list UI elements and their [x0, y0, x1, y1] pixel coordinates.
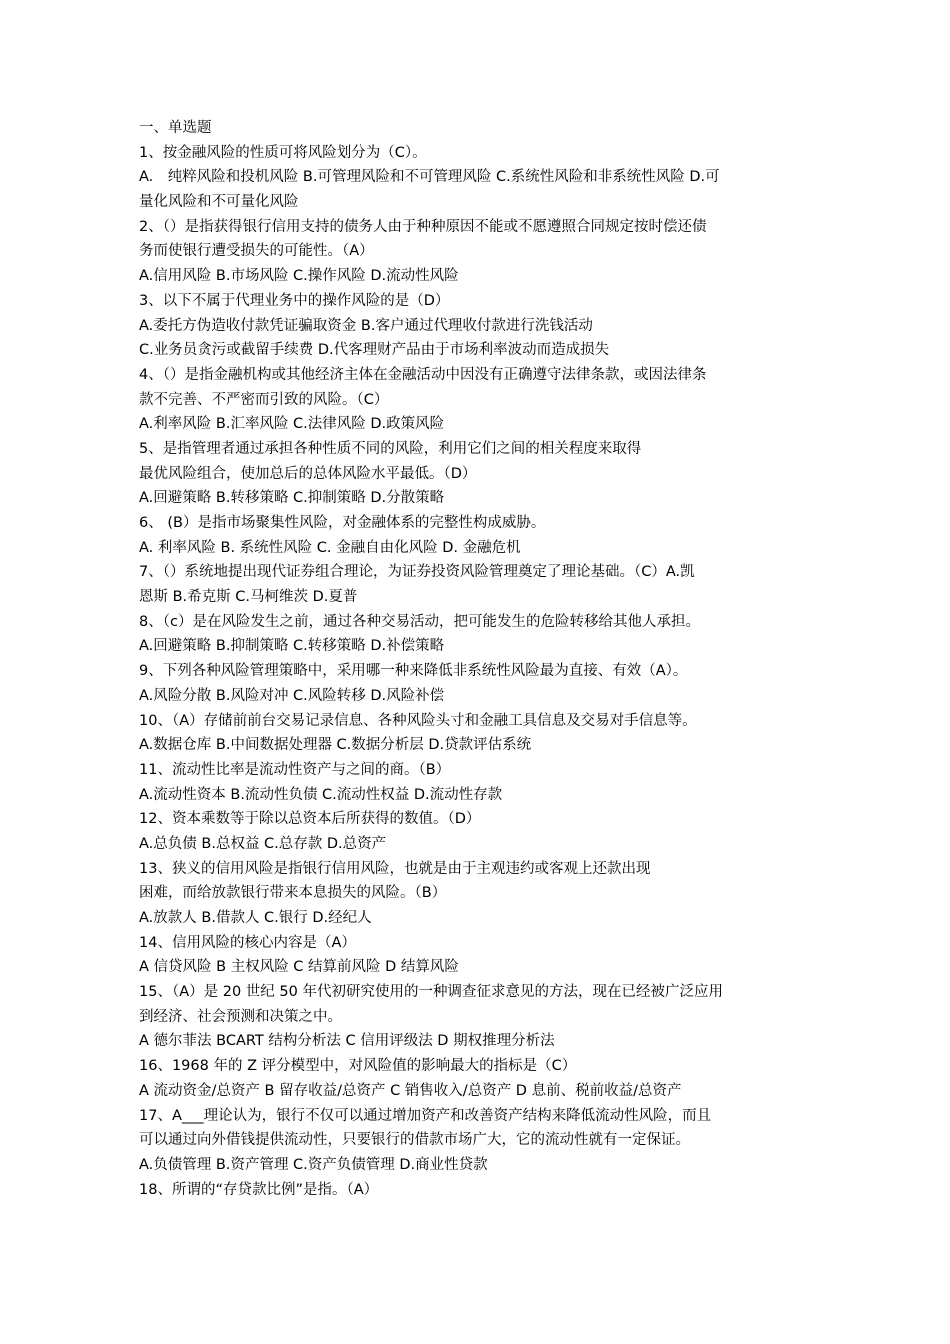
- question-2: 2、（）是指获得银行信用支持的债务人由于种种原因不能或不愿遵照合同规定按时偿还债: [139, 218, 707, 235]
- question-3-options-cont: C.业务员贪污或截留手续费 D.代客理财产品由于市场利率波动而造成损失: [139, 342, 610, 359]
- question-16: 16、1968 年的 Z 评分模型中，对风险值的影响最大的指标是（C）: [139, 1058, 577, 1075]
- question-14-options: A 信贷风险 B 主权风险 C 结算前风险 D 结算风险: [139, 959, 459, 976]
- question-5-options: A.回避策略 B.转移策略 C.抑制策略 D.分散策略: [139, 490, 445, 507]
- question-13-cont: 困难，而给放款银行带来本息损失的风险。（B）: [139, 885, 447, 902]
- section-heading: 一、单选题: [139, 120, 212, 136]
- question-2-cont: 务而使银行遭受损失的可能性。（A）: [139, 243, 374, 260]
- question-18: 18、所谓的“存贷款比例”是指。（A）: [139, 1181, 379, 1198]
- question-2-options: A.信用风险 B.市场风险 C.操作风险 D.流动性风险: [139, 268, 459, 285]
- question-8: 8、（c）是在风险发生之前，通过各种交易活动，把可能发生的危险转移给其他人承担。: [139, 613, 700, 630]
- question-17-cont: 可以通过向外借钱提供流动性，只要银行的借款市场广大，它的流动性就有一定保证。: [139, 1132, 690, 1149]
- question-15-cont: 到经济、社会预测和决策之中。: [139, 1008, 342, 1025]
- question-6-options: A. 利率风险 B. 系统性风险 C. 金融自由化风险 D. 金融危机: [139, 539, 521, 556]
- question-13: 13、狭义的信用风险是指银行信用风险，也就是由于主观违约或客观上还款出现: [139, 860, 651, 877]
- question-list: [139, 116, 817, 1202]
- question-1-options-cont: 量化风险和不可量化风险: [139, 194, 299, 211]
- question-7: 7、（）系统地提出现代证券组合理论，为证券投资风险管理奠定了理论基础。（C）A.凯: [139, 564, 695, 581]
- question-14: 14、信用风险的核心内容是（A）: [139, 934, 356, 951]
- question-16-options: A 流动资金/总资产 B 留存收益/总资产 C 销售收入/总资产 D 息前、税前收益/总资产: [139, 1082, 682, 1099]
- question-1: 1、按金融风险的性质可将风险划分为（C）。: [139, 144, 427, 161]
- question-4: 4、（）是指金融机构或其他经济主体在金融活动中因没有正确遵守法律条款，或因法律条: [139, 366, 707, 383]
- question-1-options: A. 纯粹风险和投机风险 B.可管理风险和不可管理风险 C.系统性风险和非系统性风险 D.可: [139, 169, 720, 186]
- question-3: 3、以下不属于代理业务中的操作风险的是（D）: [139, 292, 450, 309]
- question-4-options: A.利率风险 B.汇率风险 C.法律风险 D.政策风险: [139, 416, 445, 433]
- question-17: 17、A___理论认为，银行不仅可以通过增加资产和改善资产结构来降低流动性风险，而且: [139, 1107, 712, 1124]
- question-12-options: A.总负债 B.总权益 C.总存款 D.总资产: [139, 835, 387, 852]
- question-10: 10、（A）存储前前台交易记录信息、各种风险头寸和金融工具信息及交易对手信息等。: [139, 712, 697, 729]
- question-6: 6、 (B）是指市场聚集性风险，对金融体系的完整性构成威胁。: [139, 515, 546, 531]
- question-9: 9、下列各种风险管理策略中，采用哪一种来降低非系统性风险最为直接、有效（A）。: [139, 663, 688, 680]
- question-8-options: A.回避策略 B.抑制策略 C.转移策略 D.补偿策略: [139, 638, 445, 655]
- question-9-options: A.风险分散 B.风险对冲 C.风险转移 D.风险补偿: [139, 687, 445, 704]
- question-13-options: A.放款人 B.借款人 C.银行 D.经纪人: [139, 910, 372, 926]
- question-11-options: A.流动性资本 B.流动性负债 C.流动性权益 D.流动性存款: [139, 786, 503, 803]
- question-15: 15、（A）是 20 世纪 50 年代初研究使用的一种调查征求意见的方法，现在已经被广泛应用: [139, 984, 723, 1001]
- question-5: 5、是指管理者通过承担各种性质不同的风险，利用它们之间的相关程度来取得: [139, 440, 642, 457]
- question-15-options: A 德尔菲法 BCART 结构分析法 C 信用评级法 D 期权推理分析法: [139, 1033, 555, 1050]
- question-12: 12、资本乘数等于除以总资本后所获得的数值。（D）: [139, 811, 481, 828]
- question-17-options: A.负债管理 B.资产管理 C.资产负债管理 D.商业性贷款: [139, 1156, 488, 1173]
- question-7-options: 恩斯 B.希克斯 C.马柯维茨 D.夏普: [139, 589, 358, 606]
- question-11: 11、流动性比率是流动性资产与之间的商。（B）: [139, 761, 451, 778]
- question-10-options: A.数据仓库 B.中间数据处理器 C.数据分析层 D.贷款评估系统: [139, 737, 532, 754]
- question-3-options: A.委托方伪造收付款凭证骗取资金 B.客户通过代理收付款进行洗钱活动: [139, 317, 593, 334]
- question-5-cont: 最优风险组合，使加总后的总体风险水平最低。（D）: [139, 465, 477, 482]
- question-4-cont: 款不完善、不严密而引致的风险。（C）: [139, 391, 389, 408]
